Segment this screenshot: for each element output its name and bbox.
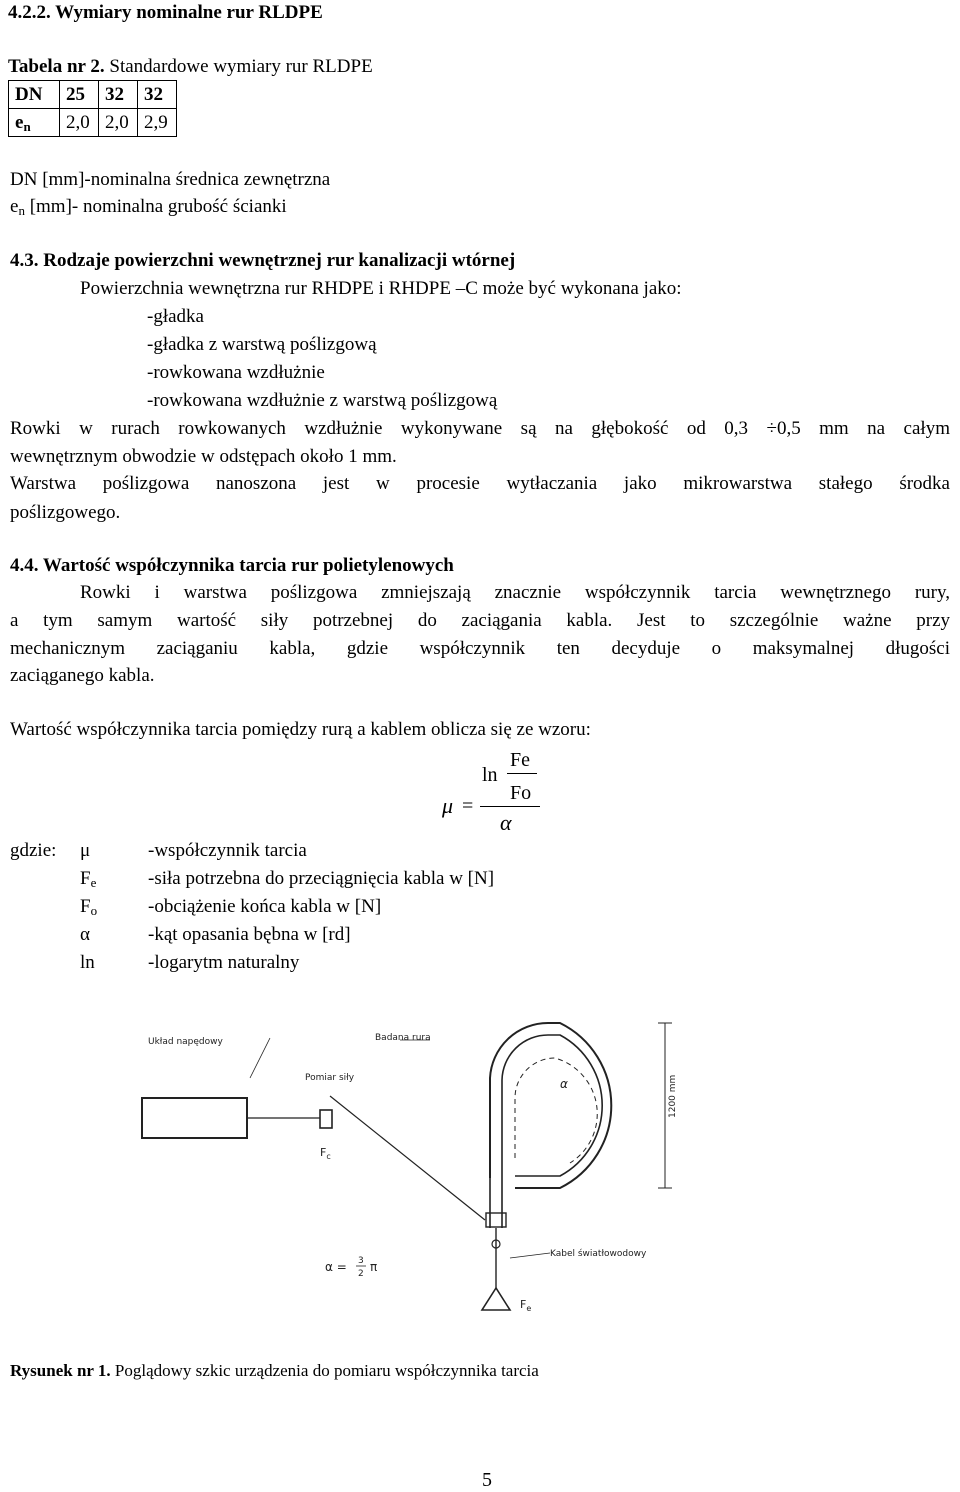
symbol-desc: -obciążenie końca kabla w [N] [148,896,382,917]
symbol-mu: μ [80,840,91,861]
table-caption-label: Tabela nr 2. [8,56,105,77]
main-fraction-line [480,806,540,807]
label-alpha-pi: π [370,1260,378,1274]
paragraph-line: mechanicznym zaciąganiu kabla, gdzie współczynnik ten decyduje o maksymalnej długości [10,638,950,659]
label-alpha: α [560,1077,568,1091]
symbol-main: F [80,868,91,889]
label-alpha-eq: α = [325,1260,347,1274]
label-alpha-den: 2 [358,1269,364,1279]
formula-intro: Wartość współczynnika tarcia pomiędzy rurą a kablem oblicza się ze wzoru: [10,719,591,740]
symbol-main: F [80,896,91,917]
symbol-sub: n [23,119,31,134]
list-item: -rowkowana wzdłużnie [147,362,325,383]
symbol-alpha: α [80,924,90,945]
list-item: -gładka z warstwą poślizgową [147,334,377,355]
symbol-desc: -logarytm naturalny [148,952,300,973]
drive-unit-box [142,1098,247,1138]
symbol-sub: o [90,903,98,918]
legend-symbol-sub: n [18,203,25,218]
friction-test-sketch [130,1018,760,1340]
figure-caption-text: Poglądowy szkic urządzenia do pomiaru współczynnika tarcia [110,1361,539,1380]
table-cell: 2,0 [99,109,138,137]
table-cell [9,109,60,137]
where-label: gdzie: [10,840,57,861]
formula-denominator: Fo [510,782,532,804]
list-item: -rowkowana wzdłużnie z warstwą poślizgową [147,390,498,411]
symbol-sub: e [90,875,97,890]
symbol-desc: -siła potrzebna do przeciągnięcia kabla w [N] [148,868,495,889]
label-fe: $F_e$ [520,1298,532,1313]
legend-text: [mm]- nominalna grubość ścianki [24,196,287,217]
dimensions-table [8,80,177,137]
table-legend-en [10,197,287,216]
paragraph-line: a tym samym wartość siły potrzebnej do zaciągania kabla. Jest to szczególnie ważne przy [10,610,950,631]
label-fc: $F_c$ [320,1146,331,1161]
section-heading-43: 4.3. Rodzaje powierzchni wewnętrznej rur kanalizacji wtórnej [10,250,516,271]
label-force: Pomiar siły [305,1073,355,1083]
pipe-outer [490,1023,611,1188]
alpha-arc [515,1058,597,1163]
table-caption [8,57,373,76]
table-legend-dn: DN [mm]-nominalna średnica zewnętrzna [10,169,331,190]
table-cell: 32 [99,81,138,109]
pipe-inner [502,1035,602,1178]
weight-triangle [482,1288,510,1310]
figure-caption-label: Rysunek nr 1. [10,1361,111,1380]
table-cell: 32 [138,81,177,109]
list-item: -gładka [147,306,204,327]
page-number: 5 [482,1469,492,1491]
paragraph-line: poślizgowego. [10,502,121,523]
section-heading-44: 4.4. Wartość współczynnika tarcia rur polietylenowych [10,555,454,576]
formula-mu: μ [442,793,454,818]
paragraph-line: Rowki i warstwa poślizgowa zmniejszają znacznie współczynnik tarcia wewnętrznego rury, [80,582,950,603]
paragraph-line: Warstwa poślizgowa nanoszona jest w procesie wytłaczania jako mikrowarstwa stałego środka [10,473,950,494]
force-sensor [320,1110,332,1128]
table-cell: DN [9,81,60,109]
figure-caption [10,1362,539,1379]
table-cell: 2,0 [60,109,99,137]
formula-ln: ln [482,764,498,786]
formula-alpha: α [500,810,512,835]
label-dimension: 1200 mm [668,1074,678,1118]
paragraph-line: wewnętrznym obwodzie w odstępach około 1 mm. [10,446,397,467]
table-caption-text: Standardowe wymiary rur RLDPE [104,56,373,77]
label-alpha-num: 3 [358,1256,364,1266]
label-drive: Układ napędowy [148,1037,223,1047]
symbol-fo [80,897,97,916]
formula-numerator: Fe [510,749,530,771]
table-row [9,81,177,109]
table-cell: 25 [60,81,99,109]
table-row [9,109,177,137]
section-43-intro: Powierzchnia wewnętrzna rur RHDPE i RHDPE –C może być wykonana jako: [80,278,682,299]
paragraph-line: zaciąganego kabla. [10,665,155,686]
formula-equals: = [462,795,474,817]
paragraph-line: Rowki w rurach rowkowanych wzdłużnie wykonywane są na głębokość od 0,3 ÷0,5 mm na całym [10,418,950,439]
symbol-desc: -kąt opasania bębna w [rd] [148,924,351,945]
symbol-desc: -współczynnik tarcia [148,840,307,861]
symbol-fe [80,869,96,888]
table-cell: 2,9 [138,109,177,137]
legend-symbol: e [10,196,19,217]
label-cable: Kabel światłowodowy [550,1249,647,1259]
symbol-ln: ln [80,952,95,973]
symbol-e: e [15,112,24,133]
label-pipe: Badana rura [375,1033,431,1043]
inner-fraction-line [507,773,537,774]
section-heading-422: 4.2.2. Wymiary nominalne rur RLDPE [8,2,323,23]
